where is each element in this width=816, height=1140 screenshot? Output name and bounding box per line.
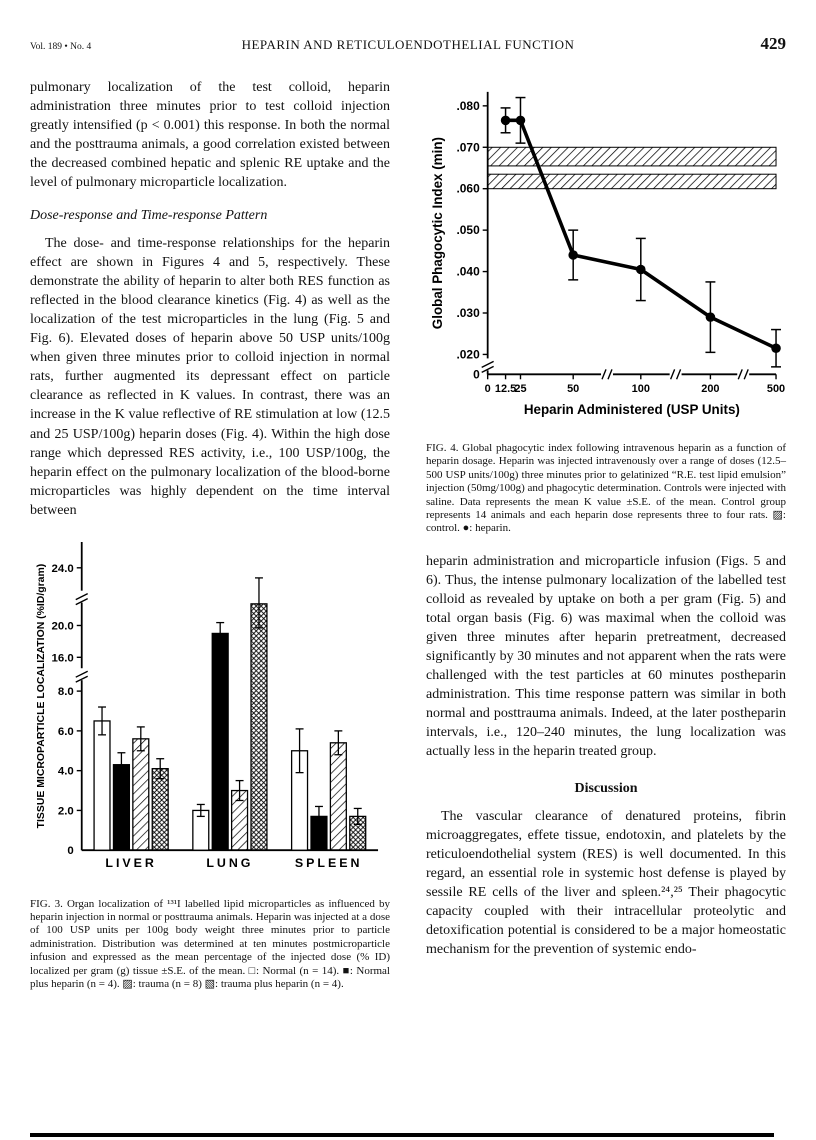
svg-text:2.0: 2.0 (57, 805, 74, 818)
svg-text:500: 500 (766, 383, 786, 396)
svg-text:100: 100 (631, 383, 650, 396)
fig4-axes (488, 92, 776, 374)
fig4-control-band (488, 147, 776, 188)
fig3-y-axis-label: TISSUE MICROPARTICLE LOCALIZATION (%ID/gram) (35, 563, 47, 829)
svg-text:0: 0 (484, 383, 491, 396)
fig4-x-axis-label: Heparin Administered (USP Units) (523, 402, 740, 418)
fig3-bar-chart-svg (30, 534, 390, 886)
svg-text:0: 0 (473, 367, 480, 382)
svg-text:0: 0 (67, 844, 74, 857)
right-column (426, 78, 786, 992)
svg-text:.050: .050 (456, 223, 480, 238)
figure-3 (30, 534, 390, 992)
two-column-layout (30, 78, 786, 992)
figure-3-chart (30, 534, 390, 891)
journal-volume: Vol. 189 • No. 4 (30, 42, 92, 52)
page-number: 429 (760, 34, 786, 53)
svg-text:SPLEEN: SPLEEN (294, 855, 363, 870)
svg-text:LUNG: LUNG (206, 855, 254, 870)
fig4-y-ticks (456, 99, 487, 381)
fig3-bars (94, 604, 366, 850)
body-paragraph: heparin administration and microparticle infusion (Figs. 5 and 6). Thus, the intense pulmonary localization of the labelled test colloid as revealed by uptake on both a per gram (Fig. 5) and total organ basis (Fig. 6) was maximal when the colloid was given three minutes after heparin pretreatment, decreased significantly by 30 minutes and not apparent when the rats were challenged with the test particles at 60 minutes postheparin administration. This time response pattern was similar in both normal and posttrauma animals. Indeed, at the later postheparin intervals, i.e., 120–240 minutes, the lung localization was actually less in the heparin treated group. (426, 553, 786, 760)
figure-4-chart (426, 78, 786, 435)
fig4-error-bars (501, 98, 781, 367)
discussion-heading: Discussion (574, 781, 638, 797)
figure-4 (426, 78, 786, 536)
svg-text:6.0: 6.0 (57, 725, 74, 738)
svg-text:.080: .080 (456, 98, 480, 113)
left-column (30, 78, 390, 992)
svg-text:25: 25 (514, 383, 527, 396)
svg-text:.070: .070 (456, 140, 480, 155)
fig3-category-labels (105, 856, 362, 870)
svg-text:12.5: 12.5 (494, 383, 517, 396)
fig3-y-ticks (52, 562, 82, 856)
svg-text:8.0: 8.0 (57, 685, 74, 698)
section-heading: Dose-response and Time-response Pattern (30, 208, 268, 224)
running-title: HEPARIN AND RETICULOENDOTHELIAL FUNCTION (241, 37, 575, 52)
fig4-line-chart-svg (426, 78, 786, 430)
scan-edge-artifact (30, 1133, 774, 1137)
svg-text:200: 200 (701, 383, 720, 396)
svg-text:50: 50 (567, 383, 580, 396)
svg-text:4.0: 4.0 (57, 765, 74, 778)
svg-text:.040: .040 (456, 264, 480, 279)
body-paragraph: pulmonary localization of the test colloid, heparin administration three minutes prior to test colloid injection greatly intensified (p < 0.001) this response. In both the normal and the posttrauma animals, a good correlation existed between the decreased combined hepatic and splenic RE uptake and the level of pulmonary microparticle localization. (30, 80, 390, 191)
svg-text:.030: .030 (456, 305, 480, 320)
svg-text:24.0: 24.0 (51, 562, 74, 575)
svg-text:LIVER: LIVER (105, 855, 157, 870)
svg-text:20.0: 20.0 (51, 620, 74, 633)
body-paragraph: The vascular clearance of denatured proteins, fibrin microaggregates, effete tissue, endotoxin, and platelets by the reticuloendothelial system (RES) is well documented. In this regard, an essential role in systemic host defense is played by sessile RE cells of the liver and spleen.²⁴,²⁵ Their phagocytic capacity coupled with their intracellular proteolytic and detoxification potential is considered to be a major homeostatic mechanism for the prevention of systemic endo- (426, 809, 786, 958)
fig4-axis-breaks (482, 358, 749, 379)
svg-text:.060: .060 (456, 181, 480, 196)
figure-3-caption: FIG. 3. Organ localization of ¹³¹I labelled lipid microparticles as influenced by heparin injection in normal or posttrauma animals. Heparin was injected at a dose of 100 USP units per 100g body weight three minutes prior to particle administration. Distribution was determined at ten minutes postmicroparticle infusion and expressed as the mean percentage of the injected dose (% ID) localized per gram (g) tissue ±S.E. of the mean. □: Normal (n = 14). ■: Normal plus heparin (n = 4). ▨: trauma (n = 8) ▧: trauma plus heparin (n = 4). (30, 897, 390, 991)
page-header (30, 34, 786, 54)
svg-text:16.0: 16.0 (51, 651, 74, 664)
body-paragraph: The dose- and time-response relationships for the heparin effect are shown in Figures 4 and 5, respectively. These demonstrate the ability of heparin to alter both RES function as reflected in the blood clearance kinetics (Fig. 4) as well as the localization of the test microparticles in the lung (Fig. 5 and Fig. 6). Elevated doses of heparin above 50 USP units/100g when given three minutes prior to colloid injection in normal rats, further augmented its depressant effect on particle clearance as reflected in K values. In contrast, there was an increase in the K value reflective of RE stimulation at low (12.5 and 25 USP/100g) heparin doses (Fig. 4). Within the high dose range which depressed RES activity, i.e., 100 USP/100g, the heparin effect on the pulmonary localization of the blood-borne microparticles was highly dependent on the time interval between (30, 236, 390, 518)
figure-4-caption: FIG. 4. Global phagocytic index following intravenous heparin as a function of heparin dosage. Heparin was injected intravenously over a range of doses (12.5–500 USP units/100g) three minutes prior to gelatinized “R.E. test lipid emulsion” injection (50mg/100g) and phagocytic determination. Controls were injected with saline. Data represents the mean K value ±S.E. of the mean. Control group represents 14 animals and each heparin dose represents three to four rats. ▨: control. ●: heparin. (426, 442, 786, 535)
svg-text:.020: .020 (456, 347, 480, 362)
fig4-y-axis-label: Global Phagocytic Index (min) (429, 137, 445, 330)
